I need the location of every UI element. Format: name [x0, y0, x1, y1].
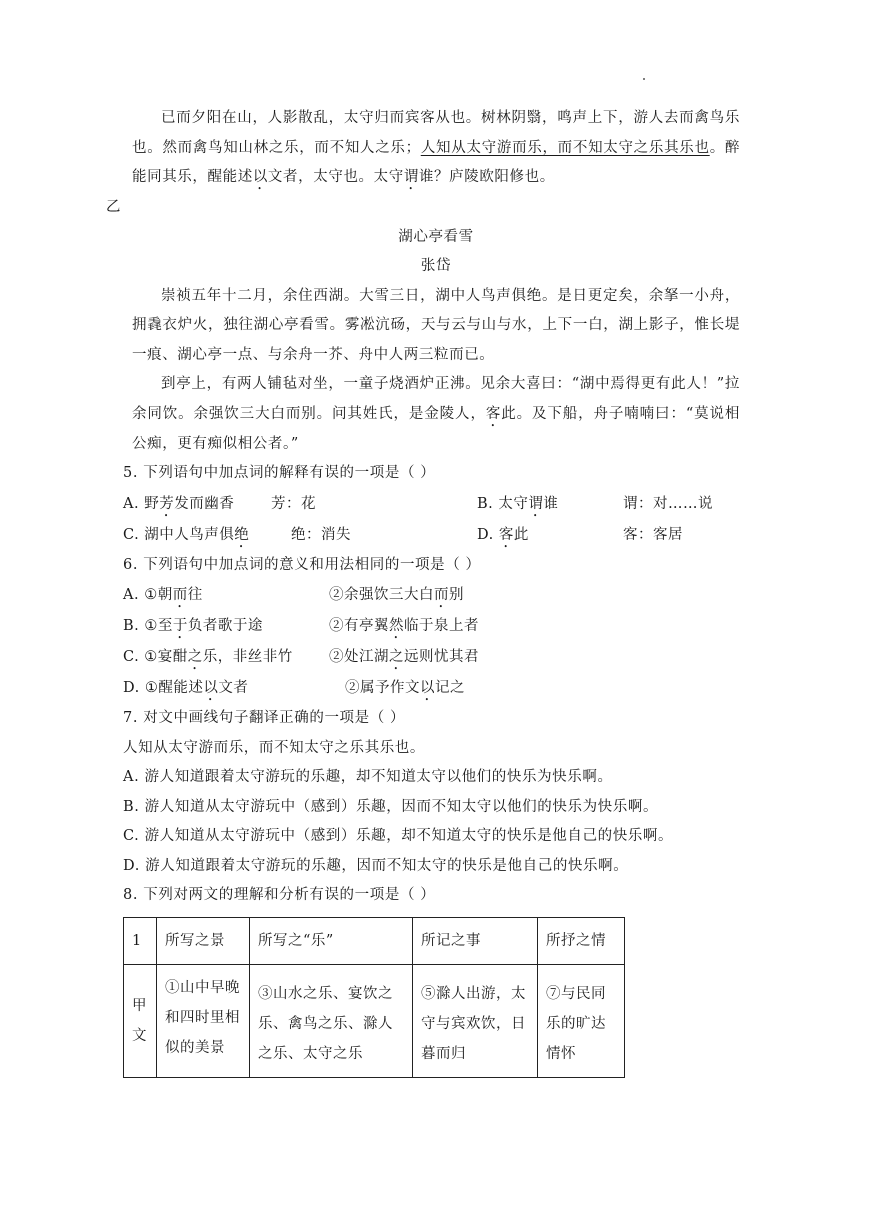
- dotted-word: 之: [187, 649, 203, 665]
- underlined-sentence: 人知从太守游而乐，而不知太守之乐其乐也: [420, 139, 710, 156]
- text: 此: [513, 526, 529, 543]
- question-6-stem: 6. 下列语句中加点词的意义和用法相同的一项是（ ）: [123, 556, 481, 573]
- question-6-option-a[interactable]: [123, 580, 740, 611]
- document-page: [106, 104, 741, 1078]
- question-6-option-c[interactable]: [123, 642, 740, 673]
- text: 已而夕阳在山，人影散乱，太守归而宾客从也。树林阴翳，鸣声上下，游人去而禽鸟乐也。然而禽鸟知山林之乐，而不知人之乐；: [132, 110, 740, 156]
- dotted-word: 谓: [528, 495, 544, 512]
- text: D. ①醒能述: [123, 680, 204, 696]
- dotted-word: 以: [420, 680, 435, 696]
- table-cell-row-label: 甲文: [124, 964, 157, 1077]
- question-7-stem: 7. 对文中画线句子翻译正确的一项是（ ）: [123, 710, 406, 726]
- text: 远则忧其君: [404, 649, 479, 665]
- dotted-word: 客: [485, 405, 502, 422]
- dotted-word: 绝: [234, 526, 250, 543]
- table-header-cell: 所记之事: [413, 917, 538, 964]
- passage-b-paragraph-2: [132, 370, 740, 459]
- table-cell: ①山中早晚和四时里相似的美景: [157, 964, 250, 1077]
- text: 此。及下船，舟子喃喃曰：“莫说相公痴，更有痴似相公者。”: [132, 405, 740, 452]
- page-dot: [643, 78, 645, 80]
- text: A. ①朝: [123, 587, 173, 603]
- question-8-stem: 8. 下列对两文的理解和分析有误的一项是（ ）: [123, 887, 436, 903]
- text: 文者: [218, 680, 249, 696]
- text: 到亭上，有两人铺毡对坐，一童子烧酒炉正沸。见余大喜曰：“湖中焉得更有此人！”拉余同饮。余强饮三大白而别。问其姓氏，是金陵人，: [132, 376, 740, 422]
- question-5-row-cd: [123, 520, 740, 551]
- passage-b-author: 张岱: [420, 258, 452, 274]
- text: ②有亭翼: [329, 618, 389, 634]
- option-c[interactable]: [123, 520, 291, 551]
- option-c-explanation: 绝：消失: [291, 526, 351, 543]
- text: D.: [477, 526, 499, 543]
- text: 临于泉上者: [404, 618, 479, 634]
- question-7-sentence: 人知从太守游而乐，而不知太守之乐其乐也。: [123, 739, 425, 756]
- text: ②余强饮三大白: [329, 587, 434, 603]
- option-b[interactable]: [477, 489, 623, 520]
- option-a-explanation: 芳：花: [271, 495, 316, 512]
- table-header-cell: 所写之“乐”: [250, 917, 413, 964]
- text: 往: [187, 587, 203, 603]
- dotted-word: 以: [203, 680, 219, 696]
- text: A. 野: [123, 495, 160, 512]
- text: 发而幽香: [174, 495, 235, 512]
- dotted-word: 芳: [159, 495, 175, 512]
- passage-b-paragraph-1: 崇祯五年十二月，余住西湖。大雪三日，湖中人鸟声俱绝。是日更定矣，余拏一小舟，拥毳衣炉火，独往湖心亭看雪。雾凇沆砀，天与云与山与水，上下一白，湖上影子，惟长堤一痕、湖心亭一点、与余舟一芥、舟中人两三粒而已。: [132, 287, 740, 363]
- question-5-row-ab: [123, 489, 740, 520]
- dotted-word: 客: [498, 526, 514, 543]
- question-7-option-a[interactable]: A. 游人知道跟着太守游玩的乐趣，却不知道太守以他们的快乐为快乐啊。: [123, 769, 613, 785]
- option-d-explanation: 客：客居: [623, 526, 683, 543]
- text: C. 湖中人鸟声俱: [123, 526, 235, 543]
- text: ②处江湖: [329, 649, 389, 665]
- question-6-option-d[interactable]: [123, 673, 740, 704]
- question-7-option-d[interactable]: D. 游人知道跟着太守游玩的乐趣，因而不知太守的快乐是他自己的快乐啊。: [123, 857, 629, 874]
- passage-b-title: 湖心亭看雪: [398, 228, 474, 245]
- comparison-table: [123, 917, 625, 1078]
- table-cell: ③山水之乐、宴饮之乐、禽鸟之乐、滁人之乐、太守之乐: [250, 964, 413, 1077]
- dotted-word: 以: [252, 169, 268, 185]
- text: 别: [449, 587, 464, 603]
- option-d[interactable]: [477, 520, 623, 551]
- text: 文者，太守也。太守: [267, 169, 404, 185]
- table-header-cell: 所写之景: [157, 917, 250, 964]
- option-a[interactable]: [123, 489, 271, 520]
- text: C. ①宴酣: [123, 649, 188, 665]
- dotted-word: 而: [172, 587, 188, 603]
- option-b-explanation: 谓：对……说: [623, 495, 713, 512]
- text: 谁: [543, 495, 559, 512]
- table-row: [124, 964, 625, 1077]
- dotted-word: 谓: [403, 169, 419, 185]
- text: B. 太守: [477, 495, 529, 512]
- table-header-cell: 1: [124, 917, 157, 964]
- text: 负者歌于途: [187, 618, 263, 634]
- passage-a-ending: [132, 104, 740, 193]
- dotted-word: 然: [389, 618, 404, 634]
- table-cell: ⑤滁人出游，太守与宾欢饮，日暮而归: [413, 964, 538, 1077]
- text: 记之: [435, 680, 465, 696]
- text: 谁？庐陵欧阳修也。: [418, 169, 555, 185]
- text: B. ①至: [123, 618, 173, 634]
- table-header-cell: 所抒之情: [538, 917, 625, 964]
- question-7-option-c[interactable]: C. 游人知道从太守游玩中（感到）乐趣，却不知道太守的快乐是他自己的快乐啊。: [123, 828, 674, 844]
- question-5-stem: 5. 下列语句中加点词的解释有误的一项是（ ）: [123, 465, 436, 481]
- text: 乐，非丝非竹: [202, 649, 293, 665]
- text: ②属予作文: [345, 680, 420, 696]
- passage-b-label: 乙: [106, 199, 122, 215]
- table-header-row: [124, 917, 625, 964]
- text: 。醉能同其乐，醒能述: [132, 139, 741, 185]
- question-7-option-b[interactable]: B. 游人知道从太守游玩中（感到）乐趣，因而不知太守以他们的快乐为快乐啊。: [123, 798, 659, 815]
- dotted-word: 之: [389, 649, 404, 665]
- question-6-option-b[interactable]: [123, 611, 740, 642]
- dotted-word: 于: [172, 618, 188, 634]
- table-cell: ⑦与民同乐的旷达情怀: [538, 964, 625, 1077]
- dotted-word: 而: [434, 587, 449, 603]
